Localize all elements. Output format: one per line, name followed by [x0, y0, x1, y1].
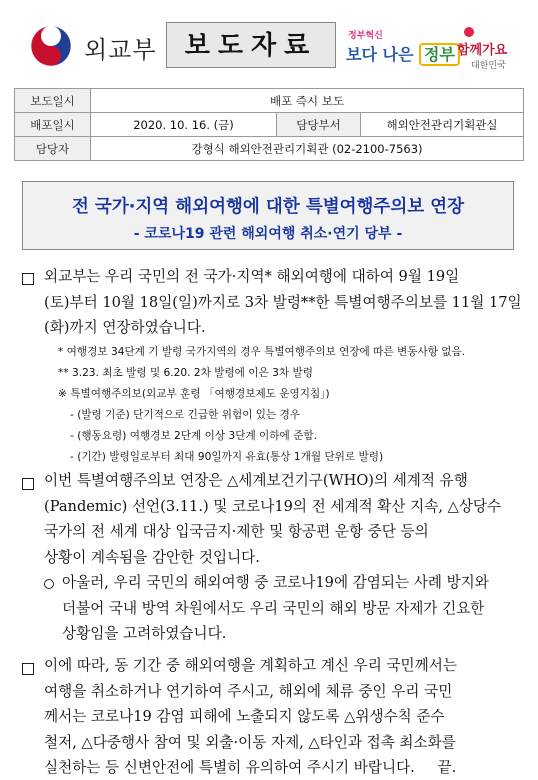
circle-bullet-icon [44, 579, 54, 589]
end-mark: 끝. [437, 759, 457, 776]
brand-gov-label: 정부 [419, 43, 460, 66]
footnote-6: - (기간) 발령일로부터 최대 90일까지 유효(통상 1개월 단위로 발령) [70, 451, 384, 463]
brand-main-label: 보다 나은 [346, 45, 414, 64]
press-release-header [0, 0, 538, 88]
press-release-title: 보도자료 [166, 22, 336, 68]
table-row [15, 137, 524, 161]
release-time-label: 보도일시 [15, 89, 91, 113]
ministry-name: 외교부 [84, 36, 157, 64]
footnotes [58, 342, 465, 468]
paragraph-3: 아울러, 우리 국민의 해외여행 중 코로나19에 감염되는 사례 방지와 더불어 국내 방역 차원에서도 우리 국민의 해외 방문 자제가 긴요한 상황임을 고려하였습니다. [62, 574, 489, 642]
brand2-line1: 함께가요 [457, 43, 508, 58]
together-korea-logo [455, 22, 525, 74]
square-bullet-icon [22, 273, 34, 285]
square-bullet-icon [22, 663, 34, 675]
department-value: 해외안전관리기획관실 [361, 113, 524, 137]
footnote-4: - (발령 기준) 단기적으로 긴급한 위험이 있는 경우 [70, 409, 301, 421]
department-label: 담당부서 [277, 113, 361, 137]
brand2-line2: 대한민국 [471, 61, 506, 71]
footnote-3: ※ 특별여행주의보(외교부 훈령 「여행경보제도 운영지침」) [58, 388, 330, 400]
paragraph-1: 외교부는 우리 국민의 전 국가·지역* 해외여행에 대하여 9월 19일 (토)부터 10월 18일(일)까지로 3차 발령**한 특별여행주의보를 11월 17일 (화)까지 연장하였습니다. [44, 268, 522, 336]
footnote-5: - (행동요령) 여행경보 2단계 이상 3단계 이하에 준함. [70, 430, 317, 442]
footnote-1: * 여행경보 34단계 기 발령 국가지역의 경우 특별여행주의보 연장에 따른 변동사항 없음. [58, 346, 466, 358]
contact-label: 담당자 [15, 137, 91, 161]
paragraph-4: 이에 따라, 동 기간 중 해외여행을 계획하고 계신 우리 국민께서는 여행을 취소하거나 연기하여 주시고, 해외에 체류 중인 우리 국민 께서는 코로나19 감염 피해에 노출되지 않도록 △위생수칙 준수 철저, △다중행사 참여 및 외출·이동 자제, △타인과 접촉 최소화를 실천하는 등 신변안전에 특별히 유의하여 주시기 바랍니다. 끝. [44, 657, 457, 776]
footnote-2: ** 3.23. 최초 발령 및 6.20. 2차 발령에 이은 3차 발령 [58, 367, 313, 379]
release-time-value: 배포 즉시 보도 [91, 89, 524, 113]
headline-title: 전 국가·지역 해외여행에 대한 특별여행주의보 연장 [71, 197, 465, 217]
square-bullet-icon [22, 478, 34, 490]
headline-box [22, 181, 514, 250]
contact-value: 강형식 해외안전관리기획관 (02-2100-7563) [91, 137, 524, 161]
table-row [15, 113, 524, 137]
taegeuk-emblem-icon [30, 25, 72, 67]
paragraph-2: 이번 특별여행주의보 연장은 △세계보건기구(WHO)의 세계적 유행 (Pandemic) 선언(3.11.) 및 코로나19의 전 세계적 확산 지속, △상당수 국가의 전 세계 대상 입국금지·제한 및 항공편 운항 중단 등의 상황이 계속됨을 감안한 것입니다. [44, 472, 502, 566]
distribution-date-value: 2020. 10. 16. (금) [91, 113, 277, 137]
release-info-table [14, 88, 524, 161]
distribution-date-label: 배포일시 [15, 113, 91, 137]
table-row [15, 89, 524, 113]
gov-innovation-logo [346, 24, 455, 72]
brand-small-label: 정부혁신 [348, 31, 383, 41]
headline-subtitle: - 코로나19 관련 해외여행 취소·연기 당부 - [133, 226, 403, 242]
